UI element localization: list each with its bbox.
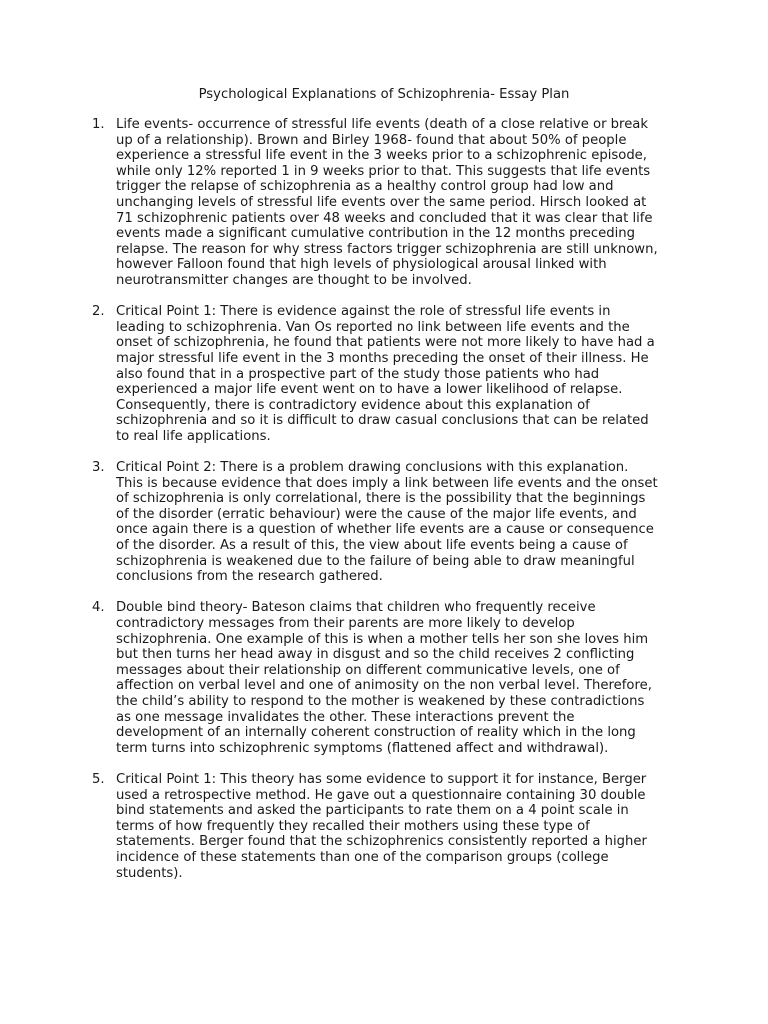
list-item xyxy=(92,117,658,289)
list-item-number: 5. xyxy=(92,771,105,787)
list-item-number: 3. xyxy=(92,460,105,476)
list-item xyxy=(92,772,658,881)
list-item-text: Critical Point 2: There is a problem drawing conclusions with this explanation. This is because evidence that does imply a link between life events and the onset of schizophrenia is only correlational, there is the possibility that the beginnings of the disorder (erratic behaviour) were the cause of the major life events, and once again there is a question of whether life events are a cause or consequence of the disorder. As a result of this, the view about life events being a cause of schizophrenia is weakened due to the failure of being able to draw meaningful conclusions from the research gathered. xyxy=(116,460,658,585)
list-item xyxy=(92,600,658,756)
list-item xyxy=(92,460,658,585)
list-item-text: Life events- occurrence of stressful life events (death of a close relative or break up of a relationship). Brown and Birley 1968- found that about 50% of people experience a stressful life event in the 3 weeks prior to a schizophrenic episode, while only 12% reported 1 in 9 weeks prior to that. This suggests that life events trigger the relapse of schizophrenia as a healthy control group had low and unchanging levels of stressful life events over the same period. Hirsch looked at 71 schizophrenic patients over 48 weeks and concluded that it was clear that life events made a significant cumulative contribution in the 12 months preceding relapse. The reason for why stress factors trigger schizophrenia are still unknown, however Falloon found that high levels of physiological arousal linked with neurotransmitter changes are thought to be involved. xyxy=(116,117,658,288)
list-item-number: 4. xyxy=(92,600,105,616)
list-item-text: Double bind theory- Bateson claims that children who frequently receive contradictory messages from their parents are more likely to develop schizophrenia. One example of this is when a mother tells her son she loves him but then turns her head away in disgust and so the child receives 2 conflicting messages about their relationship on different communicative levels, one of affection on verbal level and one of animosity on the non verbal level. Therefore, the child’s ability to respond to the mother is weakened by these contradictions as one message invalidates the other. These interactions prevent the development of an internally coherent construction of reality which in the long term turns into schizophrenic symptoms (flattened affect and withdrawal). xyxy=(116,600,652,756)
list-item-text: Critical Point 1: This theory has some evidence to support it for instance, Berger used a retrospective method. He gave out a questionnaire containing 30 double bind statements and asked the participants to rate them on a 4 point scale in terms of how frequently they recalled their mothers using these type of statements. Berger found that the schizophrenics consistently reported a higher incidence of these statements than one of the comparison groups (college students). xyxy=(116,771,647,881)
list-item-number: 2. xyxy=(92,304,105,320)
list-item-number: 1. xyxy=(92,117,105,132)
document-title: Psychological Explanations of Schizophrenia- Essay Plan xyxy=(198,87,570,102)
list-item xyxy=(92,304,658,444)
essay-plan-list xyxy=(92,117,658,897)
list-item-text: Critical Point 1: There is evidence against the role of stressful life events in leading to schizophrenia. Van Os reported no link between life events and the onset of schizophrenia, he found that patients were not more likely to have had a major stressful life event in the 3 months preceding the onset of their illness. He also found that in a prospective part of the study those patients who had experienced a major life event went on to have a lower likelihood of relapse. Consequently, there is contradictory evidence about this explanation of schizophrenia and so it is difficult to draw casual conclusions that can be related to real life applications. xyxy=(116,304,655,444)
